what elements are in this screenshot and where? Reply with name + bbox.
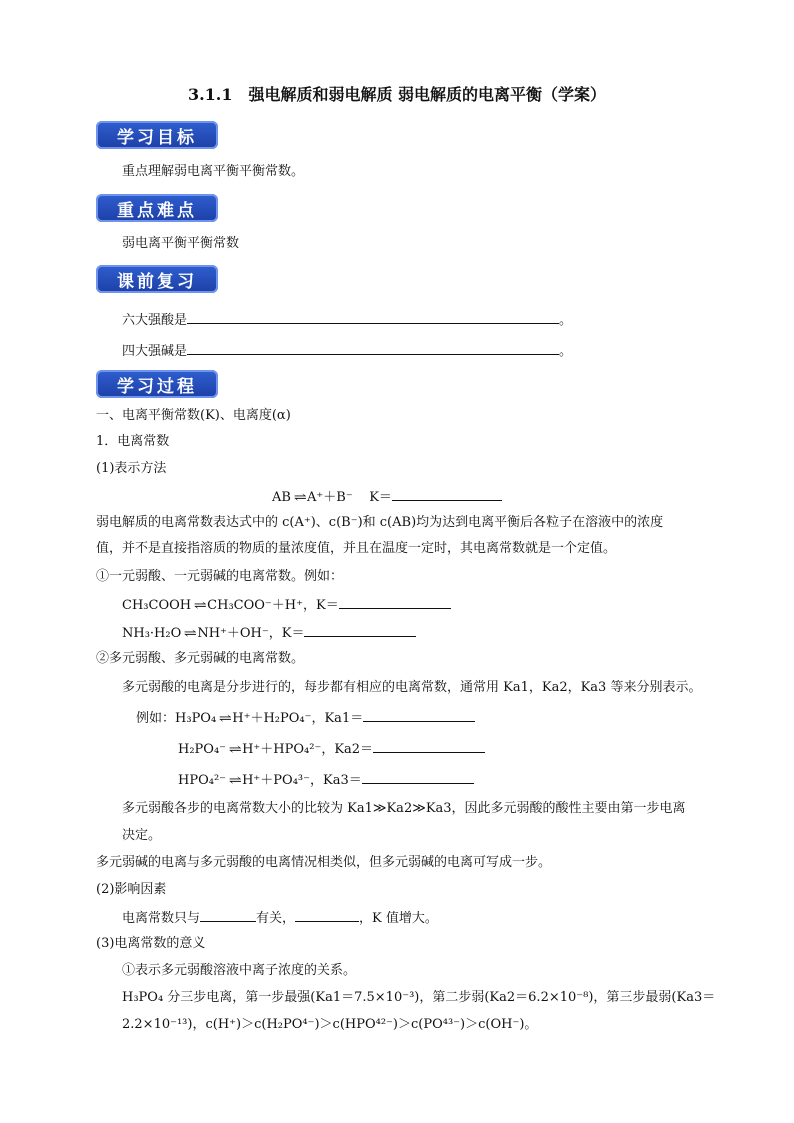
- goals-text: 重点理解弱电离平衡平衡常数。: [122, 164, 305, 179]
- meaning-line: H₃PO₄ 分三步电离，第一步最强(Ka1＝7.5×10⁻³)，第二步弱(Ka2＝6.2×10⁻⁸)，第三步最弱(Ka3＝: [122, 990, 716, 1005]
- item-two: ②多元弱酸、多元弱碱的电离常数。: [96, 651, 305, 666]
- badge-process: 学习过程: [96, 370, 218, 398]
- equilibrium-arrow-icon: ⇌: [228, 742, 240, 756]
- fill-blank[interactable]: [295, 909, 359, 922]
- fill-blank[interactable]: [187, 311, 559, 324]
- fill-blank[interactable]: [392, 488, 502, 501]
- compare-line: 多元弱酸各步的电离常数大小的比较为 Ka1≫Ka2≫Ka3，因此多元弱酸的酸性主要由第一步电离: [122, 801, 686, 816]
- review-bases-label: 四大强碱是: [122, 344, 188, 359]
- fill-blank[interactable]: [187, 342, 559, 355]
- example-label: 例如：: [136, 711, 176, 726]
- item-heading: (1)表示方法: [96, 461, 167, 476]
- review-acids-label: 六大强酸是: [122, 313, 188, 328]
- eq-right: A⁺＋B⁻: [307, 490, 353, 505]
- eq-left: HPO₄²⁻: [178, 773, 227, 788]
- eq-right: H⁺＋H₂PO₄⁻，Ka1＝: [232, 711, 364, 726]
- item-two-text: 多元弱酸的电离是分步进行的，每步都有相应的电离常数，通常用 Ka1，Ka2，Ka3 等来分别表示。: [122, 680, 702, 695]
- period: 。: [559, 313, 573, 328]
- eq-left: AB: [272, 490, 291, 505]
- factor-line: [122, 909, 438, 927]
- eq-left: H₃PO₄: [175, 711, 217, 726]
- base-text: 多元弱碱的电离与多元弱酸的电离情况相类似，但多元弱碱的电离可写成一步。: [96, 855, 552, 870]
- equation-ammonia: [122, 624, 416, 642]
- eq-left: NH₃·H₂O: [122, 626, 182, 641]
- paragraph-line: 值，并不是直接指溶质的物质的量浓度值，并且在温度一定时，其电离常数就是一个定值。: [96, 541, 617, 556]
- fill-blank[interactable]: [363, 709, 475, 722]
- eq-right: H⁺＋PO₄³⁻，Ka3＝: [242, 773, 362, 788]
- page-title: 3.1.1 强电解质和弱电解质 弱电解质的电离平衡（学案）: [187, 85, 607, 104]
- equation-acetic: [122, 596, 451, 614]
- compare-line: 决定。: [122, 828, 162, 843]
- eq-left: H₂PO₄⁻: [178, 742, 227, 757]
- subsection-heading: 1．电离常数: [96, 434, 170, 449]
- equation-h3po4: [136, 709, 475, 727]
- eq-left: CH₃COOH: [122, 598, 192, 613]
- eq-k: K＝: [369, 490, 392, 505]
- key-text: 弱电离平衡平衡常数: [122, 236, 240, 251]
- factor-text: 电离常数只与: [122, 911, 201, 926]
- equation-ab: [272, 488, 502, 506]
- equation-h2po4: [178, 740, 485, 758]
- factor-text: 有关，: [256, 911, 296, 926]
- fill-blank[interactable]: [339, 596, 451, 609]
- paragraph-line: 弱电解质的电离常数表达式中的 c(A⁺)、c(B⁻)和 c(AB)均为达到电离平衡后各粒子在溶液中的浓度: [96, 515, 664, 530]
- review-acids: [122, 311, 572, 329]
- badge-key-points: 重点难点: [96, 194, 218, 222]
- eq-right: NH⁺＋OH⁻，K＝: [197, 626, 305, 641]
- eq-right: CH₃COO⁻＋H⁺，K＝: [207, 598, 339, 613]
- section-heading: 一、电离平衡常数(K)、电离度(α): [96, 408, 291, 423]
- item-heading: (3)电离常数的意义: [96, 936, 206, 951]
- eq-right: H⁺＋HPO₄²⁻，Ka2＝: [242, 742, 374, 757]
- factor-text: ，K 值增大。: [359, 911, 438, 926]
- equilibrium-arrow-icon: ⇌: [228, 773, 240, 787]
- equilibrium-arrow-icon: ⇌: [218, 711, 230, 725]
- equation-hpo4: [178, 771, 474, 789]
- equilibrium-arrow-icon: ⇌: [184, 626, 195, 640]
- item-one: ①一元弱酸、一元弱碱的电离常数。例如：: [96, 569, 344, 584]
- equilibrium-arrow-icon: ⇌: [193, 598, 205, 612]
- review-bases: [122, 342, 572, 360]
- meaning-heading: ①表示多元弱酸溶液中离子浓度的关系。: [122, 963, 357, 978]
- meaning-line: 2.2×10⁻¹³)，c(H⁺)＞c(H₂PO⁴⁻)＞c(HPO⁴²⁻)＞c(PO⁴³⁻)＞c(OH⁻)。: [122, 1017, 538, 1032]
- fill-blank[interactable]: [200, 909, 256, 922]
- badge-learning-goals: 学习目标: [96, 121, 218, 149]
- fill-blank[interactable]: [362, 771, 474, 784]
- fill-blank[interactable]: [373, 740, 485, 753]
- equilibrium-arrow-icon: ⇌: [293, 490, 305, 504]
- item-heading: (2)影响因素: [96, 882, 167, 897]
- badge-review: 课前复习: [96, 265, 218, 293]
- fill-blank[interactable]: [304, 624, 416, 637]
- period: 。: [559, 344, 573, 359]
